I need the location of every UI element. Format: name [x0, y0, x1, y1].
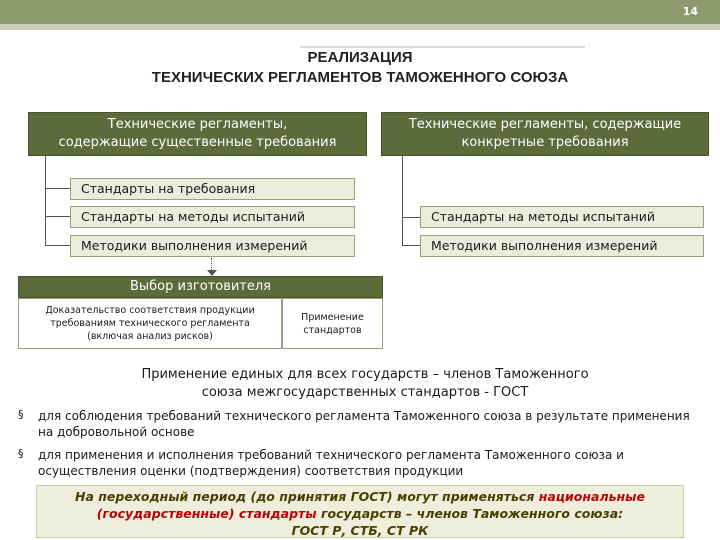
slide-title: [0, 48, 720, 88]
note-standard-list: ГОСТ Р, СТБ, СТ РК: [291, 523, 429, 538]
bullet-item-2: [18, 447, 708, 479]
option-evidence-line-2: требованиям технического регламента: [50, 318, 250, 329]
right-tree-vertical: [402, 156, 403, 245]
top-banner: [0, 0, 720, 24]
right-tree-branch-2: [402, 245, 420, 246]
title-line-2: ТЕХНИЧЕСКИХ РЕГЛАМЕНТОВ ТАМОЖЕННОГО СОЮЗА: [151, 69, 569, 86]
left-row-test-methods: [70, 206, 355, 228]
right-row-test-methods: [420, 206, 704, 228]
right-row-measurement-methods: [420, 235, 704, 257]
note-part-1: На переходный период (до принятия ГОСТ) могут применяться: [75, 489, 539, 504]
bullet-marker: §: [18, 447, 24, 460]
left-header-box: [28, 112, 367, 156]
left-header-line-2: содержащие существенные требования: [58, 135, 337, 150]
choice-label: Выбор изготовителя: [129, 279, 272, 294]
transition-note: [36, 485, 684, 538]
slide-number: 14: [682, 5, 698, 18]
caption-line-1: Применение единых для всех государств – членов Таможенного: [141, 367, 589, 382]
left-row-measurement-methods: [70, 235, 355, 257]
bullet-marker: §: [18, 408, 24, 421]
top-banner-accent: [0, 24, 720, 30]
bullet-1-line-1: для соблюдения требований технического регламента Таможенного союза в результате применения: [38, 409, 690, 423]
option-standards-line-1: Применение: [301, 311, 364, 323]
right-header-line-1: Технические регламенты, содержащие: [408, 117, 682, 132]
row-label: Методики выполнения измерений: [81, 238, 308, 253]
left-tree-branch-1: [45, 188, 70, 189]
note-state-standards: (государственные) стандарты: [96, 506, 317, 521]
left-tree-branch-2: [45, 216, 70, 217]
left-tree-branch-3: [45, 245, 70, 246]
row-label: Стандарты на методы испытаний: [431, 209, 655, 224]
bullet-item-1: [18, 408, 708, 440]
option-evidence-line-3: (включая анализ рисков): [87, 331, 213, 342]
row-label: Стандарты на методы испытаний: [81, 209, 305, 224]
note-national: национальные: [538, 489, 645, 504]
left-row-standards-requirements: [70, 178, 355, 200]
choice-option-evidence: [18, 298, 282, 349]
choice-option-standards: [282, 298, 383, 349]
caption-line-2: союза межгосударственных стандартов - ГОСТ: [201, 385, 529, 400]
title-line-1: РЕАЛИЗАЦИЯ: [307, 49, 413, 66]
note-part-4: государств – членов Таможенного союза:: [316, 506, 624, 521]
bullet-1-line-2: на добровольной основе: [38, 425, 195, 439]
option-standards-line-2: стандартов: [303, 324, 362, 336]
manufacturer-choice-box: [18, 276, 383, 298]
right-header-line-2: конкретные требования: [461, 135, 629, 150]
bullet-2-line-1: для применения и исполнения требований технического регламента Таможенного союза и: [38, 448, 624, 462]
right-header-box: [381, 112, 709, 156]
gost-caption: [60, 366, 670, 402]
row-label: Методики выполнения измерений: [431, 238, 658, 253]
left-header-line-1: Технические регламенты,: [107, 117, 288, 132]
left-tree-vertical: [45, 156, 46, 245]
bullet-2-line-2: осуществления оценки (подтверждения) соответствия продукции: [38, 464, 464, 478]
row-label: Стандарты на требования: [81, 181, 256, 196]
right-tree-branch-1: [402, 217, 420, 218]
option-evidence-line-1: Доказательство соответствия продукции: [45, 305, 255, 316]
